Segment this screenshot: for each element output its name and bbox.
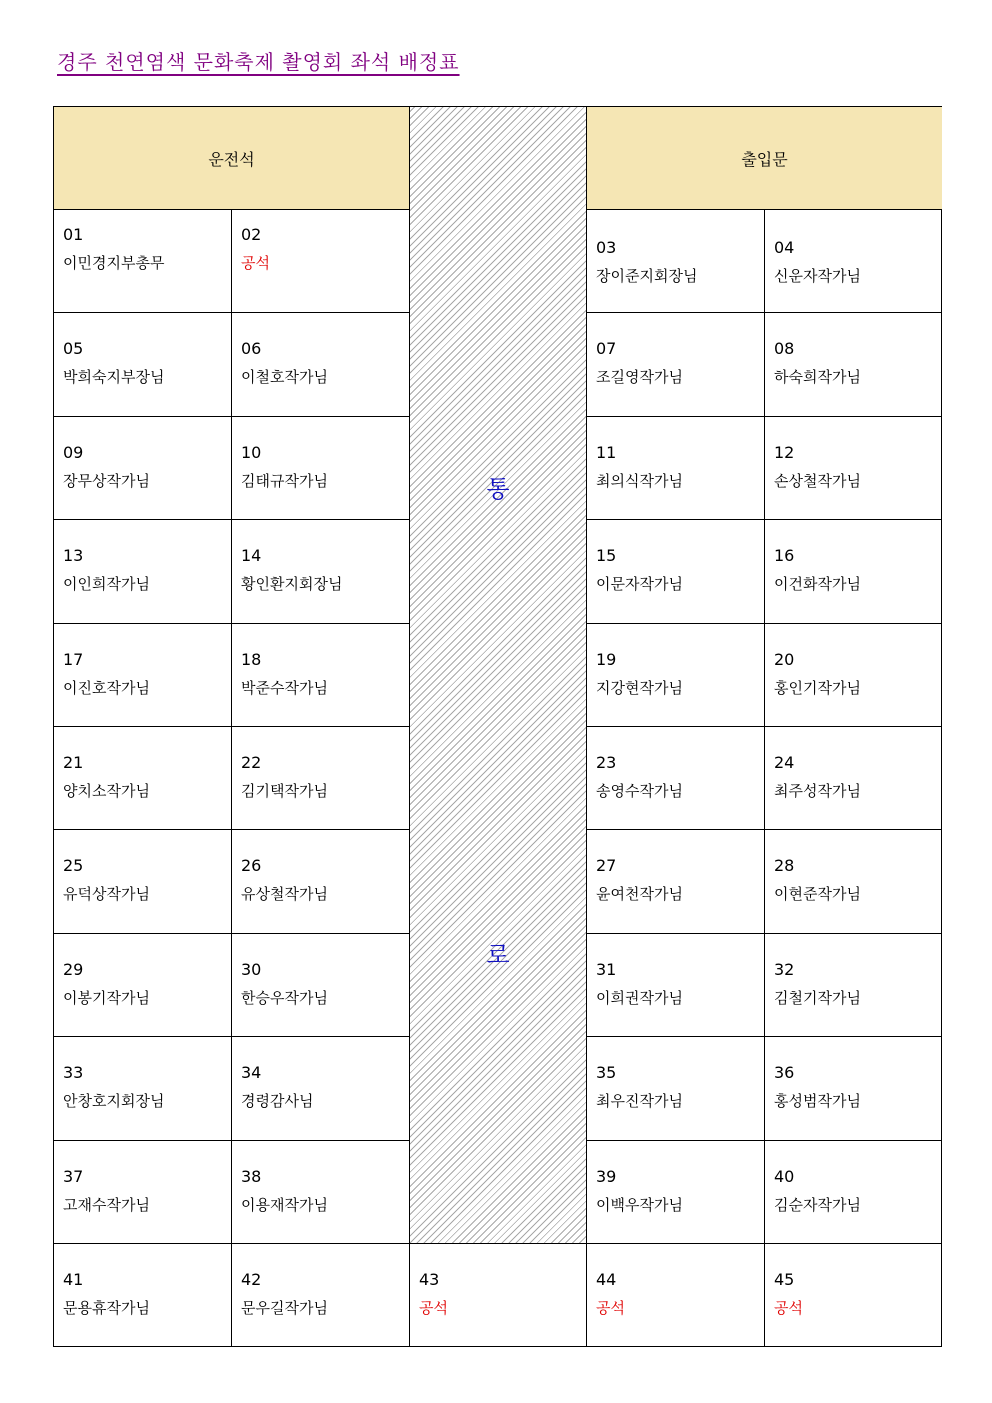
aisle-label-top: 통 <box>486 475 510 503</box>
seat-occupant: 이봉기작가님 <box>63 989 150 1007</box>
seat-cell <box>587 1244 765 1346</box>
seat-occupant: 김철기작가님 <box>774 989 861 1007</box>
seat-cell <box>54 313 232 417</box>
seat-occupant: 양치소작가님 <box>63 782 150 800</box>
seat-occupant: 문용휴작가님 <box>63 1299 150 1317</box>
seat-cell <box>765 934 942 1037</box>
seat-cell <box>232 417 410 520</box>
seat-cell <box>232 313 410 417</box>
seat-occupant: 김태규작가님 <box>241 472 328 490</box>
seat-occupant: 이현준작가님 <box>774 885 861 903</box>
seat-cell <box>54 934 232 1037</box>
seat-cell <box>587 830 765 934</box>
seat-occupant: 최주성작가님 <box>774 782 861 800</box>
seat-cell <box>54 520 232 624</box>
seat-number: 39 <box>596 1167 617 1186</box>
seat-number: 14 <box>241 546 262 565</box>
seat-number: 10 <box>241 443 262 462</box>
aisle <box>410 107 587 1244</box>
seat-number: 40 <box>774 1167 795 1186</box>
seat-number: 33 <box>63 1063 84 1082</box>
seat-occupant: 김기택작가님 <box>241 782 328 800</box>
seat-occupant: 이인희작가님 <box>63 575 150 593</box>
seat-number: 36 <box>774 1063 795 1082</box>
seating-chart <box>53 106 942 1347</box>
seat-cell <box>765 830 942 934</box>
seat-number: 06 <box>241 339 262 358</box>
seat-occupant: 최의식작가님 <box>596 472 683 490</box>
seat-number: 42 <box>241 1270 262 1289</box>
seat-number: 22 <box>241 753 262 772</box>
seat-number: 38 <box>241 1167 262 1186</box>
seat-cell <box>765 417 942 520</box>
seat-number: 18 <box>241 650 262 669</box>
seat-occupant: 이용재작가님 <box>241 1196 328 1214</box>
seat-number: 45 <box>774 1270 795 1289</box>
seat-cell <box>587 1141 765 1244</box>
seat-cell <box>765 727 942 830</box>
seat-occupant: 송영수작가님 <box>596 782 683 800</box>
header-entrance-door-label: 출입문 <box>741 149 788 169</box>
seat-occupant: 박준수작가님 <box>241 679 328 697</box>
seat-cell <box>587 727 765 830</box>
seat-occupant: 김순자작가님 <box>774 1196 861 1214</box>
seat-occupant: 박희숙지부장님 <box>63 368 165 386</box>
seat-occupant: 이건화작가님 <box>774 575 861 593</box>
seat-occupant: 문우길작가님 <box>241 1299 328 1317</box>
seat-occupant: 신운자작가님 <box>774 267 861 285</box>
header-entrance-door <box>587 107 942 210</box>
seat-occupant: 공석 <box>241 254 270 272</box>
seat-number: 41 <box>63 1270 84 1289</box>
seat-occupant: 이문자작가님 <box>596 575 683 593</box>
seat-occupant: 이철호작가님 <box>241 368 328 386</box>
seat-number: 08 <box>774 339 795 358</box>
seat-occupant: 이백우작가님 <box>596 1196 683 1214</box>
page-title: 경주 천연염색 문화축제 촬영회 좌석 배정표 <box>57 50 460 74</box>
seat-number: 27 <box>596 856 617 875</box>
seat-occupant: 이진호작가님 <box>63 679 150 697</box>
seat-cell <box>232 1037 410 1141</box>
seat-number: 24 <box>774 753 795 772</box>
seat-cell <box>587 417 765 520</box>
seat-number: 29 <box>63 960 84 979</box>
seat-number: 05 <box>63 339 84 358</box>
seat-number: 26 <box>241 856 262 875</box>
seat-number: 30 <box>241 960 262 979</box>
seat-occupant: 지강현작가님 <box>596 679 683 697</box>
seat-occupant: 유상철작가님 <box>241 885 328 903</box>
seat-occupant: 유덕상작가님 <box>63 885 150 903</box>
seat-cell <box>587 210 765 313</box>
seat-cell <box>765 210 942 313</box>
seat-occupant: 홍인기작가님 <box>774 679 861 697</box>
seat-number: 21 <box>63 753 84 772</box>
seat-cell <box>765 1141 942 1244</box>
seat-occupant: 최우진작가님 <box>596 1092 683 1110</box>
seat-occupant: 공석 <box>419 1299 448 1317</box>
seat-occupant: 장이준지회장님 <box>596 267 698 285</box>
seat-occupant: 이민경지부총무 <box>63 254 165 272</box>
seat-cell <box>765 520 942 624</box>
seat-cell <box>765 1037 942 1141</box>
seat-number: 34 <box>241 1063 262 1082</box>
seat-cell <box>410 1244 587 1346</box>
seat-cell <box>54 624 232 727</box>
seat-number: 31 <box>596 960 617 979</box>
seat-cell <box>232 210 410 313</box>
header-driver-seat-label: 운전석 <box>208 149 255 169</box>
seat-number: 01 <box>63 225 84 244</box>
seat-number: 15 <box>596 546 617 565</box>
seat-number: 04 <box>774 238 795 257</box>
seat-cell <box>232 727 410 830</box>
seat-number: 07 <box>596 339 617 358</box>
seat-cell <box>232 520 410 624</box>
seat-cell <box>765 624 942 727</box>
seat-occupant: 공석 <box>774 1299 803 1317</box>
seat-cell <box>587 624 765 727</box>
seat-number: 11 <box>596 443 617 462</box>
seat-cell <box>54 1037 232 1141</box>
header-driver-seat <box>54 107 410 210</box>
seat-cell <box>232 1244 410 1346</box>
seat-occupant: 손상철작가님 <box>774 472 861 490</box>
seat-number: 23 <box>596 753 617 772</box>
seat-cell <box>587 1037 765 1141</box>
seat-number: 03 <box>596 238 617 257</box>
seat-occupant: 홍성범작가님 <box>774 1092 861 1110</box>
seat-number: 32 <box>774 960 795 979</box>
aisle-label-bottom: 로 <box>486 941 510 969</box>
seat-occupant: 황인환지회장님 <box>241 575 343 593</box>
seat-number: 12 <box>774 443 795 462</box>
seat-cell <box>54 727 232 830</box>
seat-cell <box>232 830 410 934</box>
seat-cell <box>765 313 942 417</box>
seat-occupant: 윤여천작가님 <box>596 885 683 903</box>
seat-number: 43 <box>419 1270 440 1289</box>
seat-occupant: 하숙희작가님 <box>774 368 861 386</box>
seat-number: 44 <box>596 1270 617 1289</box>
seat-number: 02 <box>241 225 262 244</box>
seat-occupant: 공석 <box>596 1299 625 1317</box>
seat-cell <box>54 1141 232 1244</box>
seat-occupant: 경령감사님 <box>241 1092 314 1110</box>
seat-cell <box>54 1244 232 1346</box>
seat-number: 25 <box>63 856 84 875</box>
seat-occupant: 한승우작가님 <box>241 989 328 1007</box>
seat-cell <box>587 520 765 624</box>
seat-cell <box>54 830 232 934</box>
seat-number: 20 <box>774 650 795 669</box>
seat-occupant: 장무상작가님 <box>63 472 150 490</box>
seat-number: 28 <box>774 856 795 875</box>
seat-number: 37 <box>63 1167 84 1186</box>
seat-number: 35 <box>596 1063 617 1082</box>
seat-number: 13 <box>63 546 84 565</box>
seat-occupant: 안창호지회장님 <box>63 1092 165 1110</box>
seat-cell <box>587 313 765 417</box>
seat-cell <box>232 1141 410 1244</box>
seat-cell <box>765 1244 942 1346</box>
seat-cell <box>232 934 410 1037</box>
seat-cell <box>232 624 410 727</box>
seat-occupant: 이희권작가님 <box>596 989 683 1007</box>
seat-number: 17 <box>63 650 84 669</box>
seat-occupant: 고재수작가님 <box>63 1196 150 1214</box>
seat-cell <box>54 210 232 313</box>
seat-occupant: 조길영작가님 <box>596 368 683 386</box>
seat-number: 09 <box>63 443 84 462</box>
seat-number: 19 <box>596 650 617 669</box>
seat-cell <box>587 934 765 1037</box>
seat-cell <box>54 417 232 520</box>
seat-number: 16 <box>774 546 795 565</box>
